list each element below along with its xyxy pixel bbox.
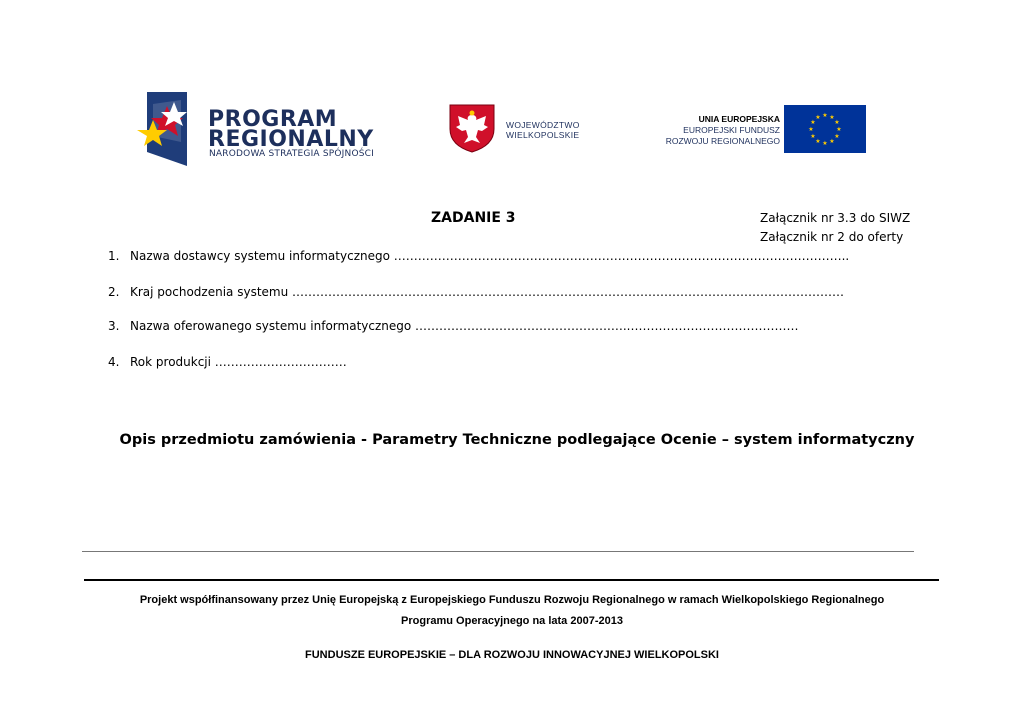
form-item-num: 4. [108, 355, 120, 369]
form-item-system-name: Nazwa oferowanego systemu informatycznego ………………………………………….…..…………………………………… [130, 319, 799, 333]
svg-text:★: ★ [815, 138, 821, 145]
unia-line1: UNIA EUROPEJSKA [698, 114, 780, 124]
eu-flag-icon [784, 105, 866, 153]
svg-text:★: ★ [829, 138, 835, 145]
wojewodztwo-logo [448, 103, 598, 155]
program-regionalny-emblem-icon [135, 90, 191, 166]
form-item-country: Kraj pochodzenia systemu ………………………………………………………………………………………………………………………… [130, 285, 845, 299]
divider-thin [82, 551, 914, 552]
page-title: ZADANIE 3 [431, 210, 516, 226]
footer-line2: Programu Operacyjnego na lata 2007-2013 [401, 615, 623, 627]
svg-text:★: ★ [810, 133, 816, 140]
program-regionalny-line1: PROGRAM [208, 107, 338, 132]
wojewodztwo-line1: WOJEWÓDZTWO [506, 120, 580, 130]
unia-line2: EUROPEJSKI FUNDUSZ [683, 125, 780, 135]
svg-text:★: ★ [822, 140, 828, 147]
svg-text:★: ★ [822, 112, 828, 119]
program-regionalny-logo [135, 88, 405, 168]
svg-text:★: ★ [808, 126, 814, 133]
svg-text:★: ★ [815, 114, 821, 121]
document-subtitle: Opis przedmiotu zamówienia - Parametry Techniczne podlegające Ocenie – system informatyczny [119, 432, 915, 448]
eagle-shield-icon [448, 103, 496, 153]
svg-text:★: ★ [834, 133, 840, 140]
svg-text:★: ★ [810, 119, 816, 126]
unia-line3: ROZWOJU REGIONALNEGO [665, 136, 780, 146]
form-item-num: 2. [108, 285, 120, 299]
svg-text:★: ★ [836, 126, 842, 133]
form-item-supplier: Nazwa dostawcy systemu informatycznego ………………………………………………….……………………………………………….. [130, 249, 850, 263]
form-item-num: 3. [108, 319, 120, 333]
attachment-oferta: Załącznik nr 2 do oferty [760, 230, 904, 244]
form-item-num: 1. [108, 249, 120, 263]
program-regionalny-line2: REGIONALNY [208, 127, 374, 152]
attachment-siwz: Załącznik nr 3.3 do SIWZ [760, 211, 911, 225]
svg-text:★: ★ [834, 119, 840, 126]
form-item-year: Rok produkcji …………………………… [130, 355, 347, 369]
svg-text:★: ★ [829, 114, 835, 121]
wojewodztwo-line2: WIELKOPOLSKIE [506, 130, 580, 140]
unia-europejska-logo [620, 104, 870, 154]
divider-footer [84, 579, 939, 581]
program-regionalny-line3: NARODOWA STRATEGIA SPÓJNOŚCI [209, 149, 374, 159]
footer-line3: FUNDUSZE EUROPEJSKIE – DLA ROZWOJU INNOWACYJNEJ WIELKOPOLSKI [305, 649, 719, 661]
footer-line1: Projekt współfinansowany przez Unię Europejską z Europejskiego Funduszu Rozwoju Regionalnego w ramach Wielkopolskiego Regionalnego [139, 594, 885, 606]
